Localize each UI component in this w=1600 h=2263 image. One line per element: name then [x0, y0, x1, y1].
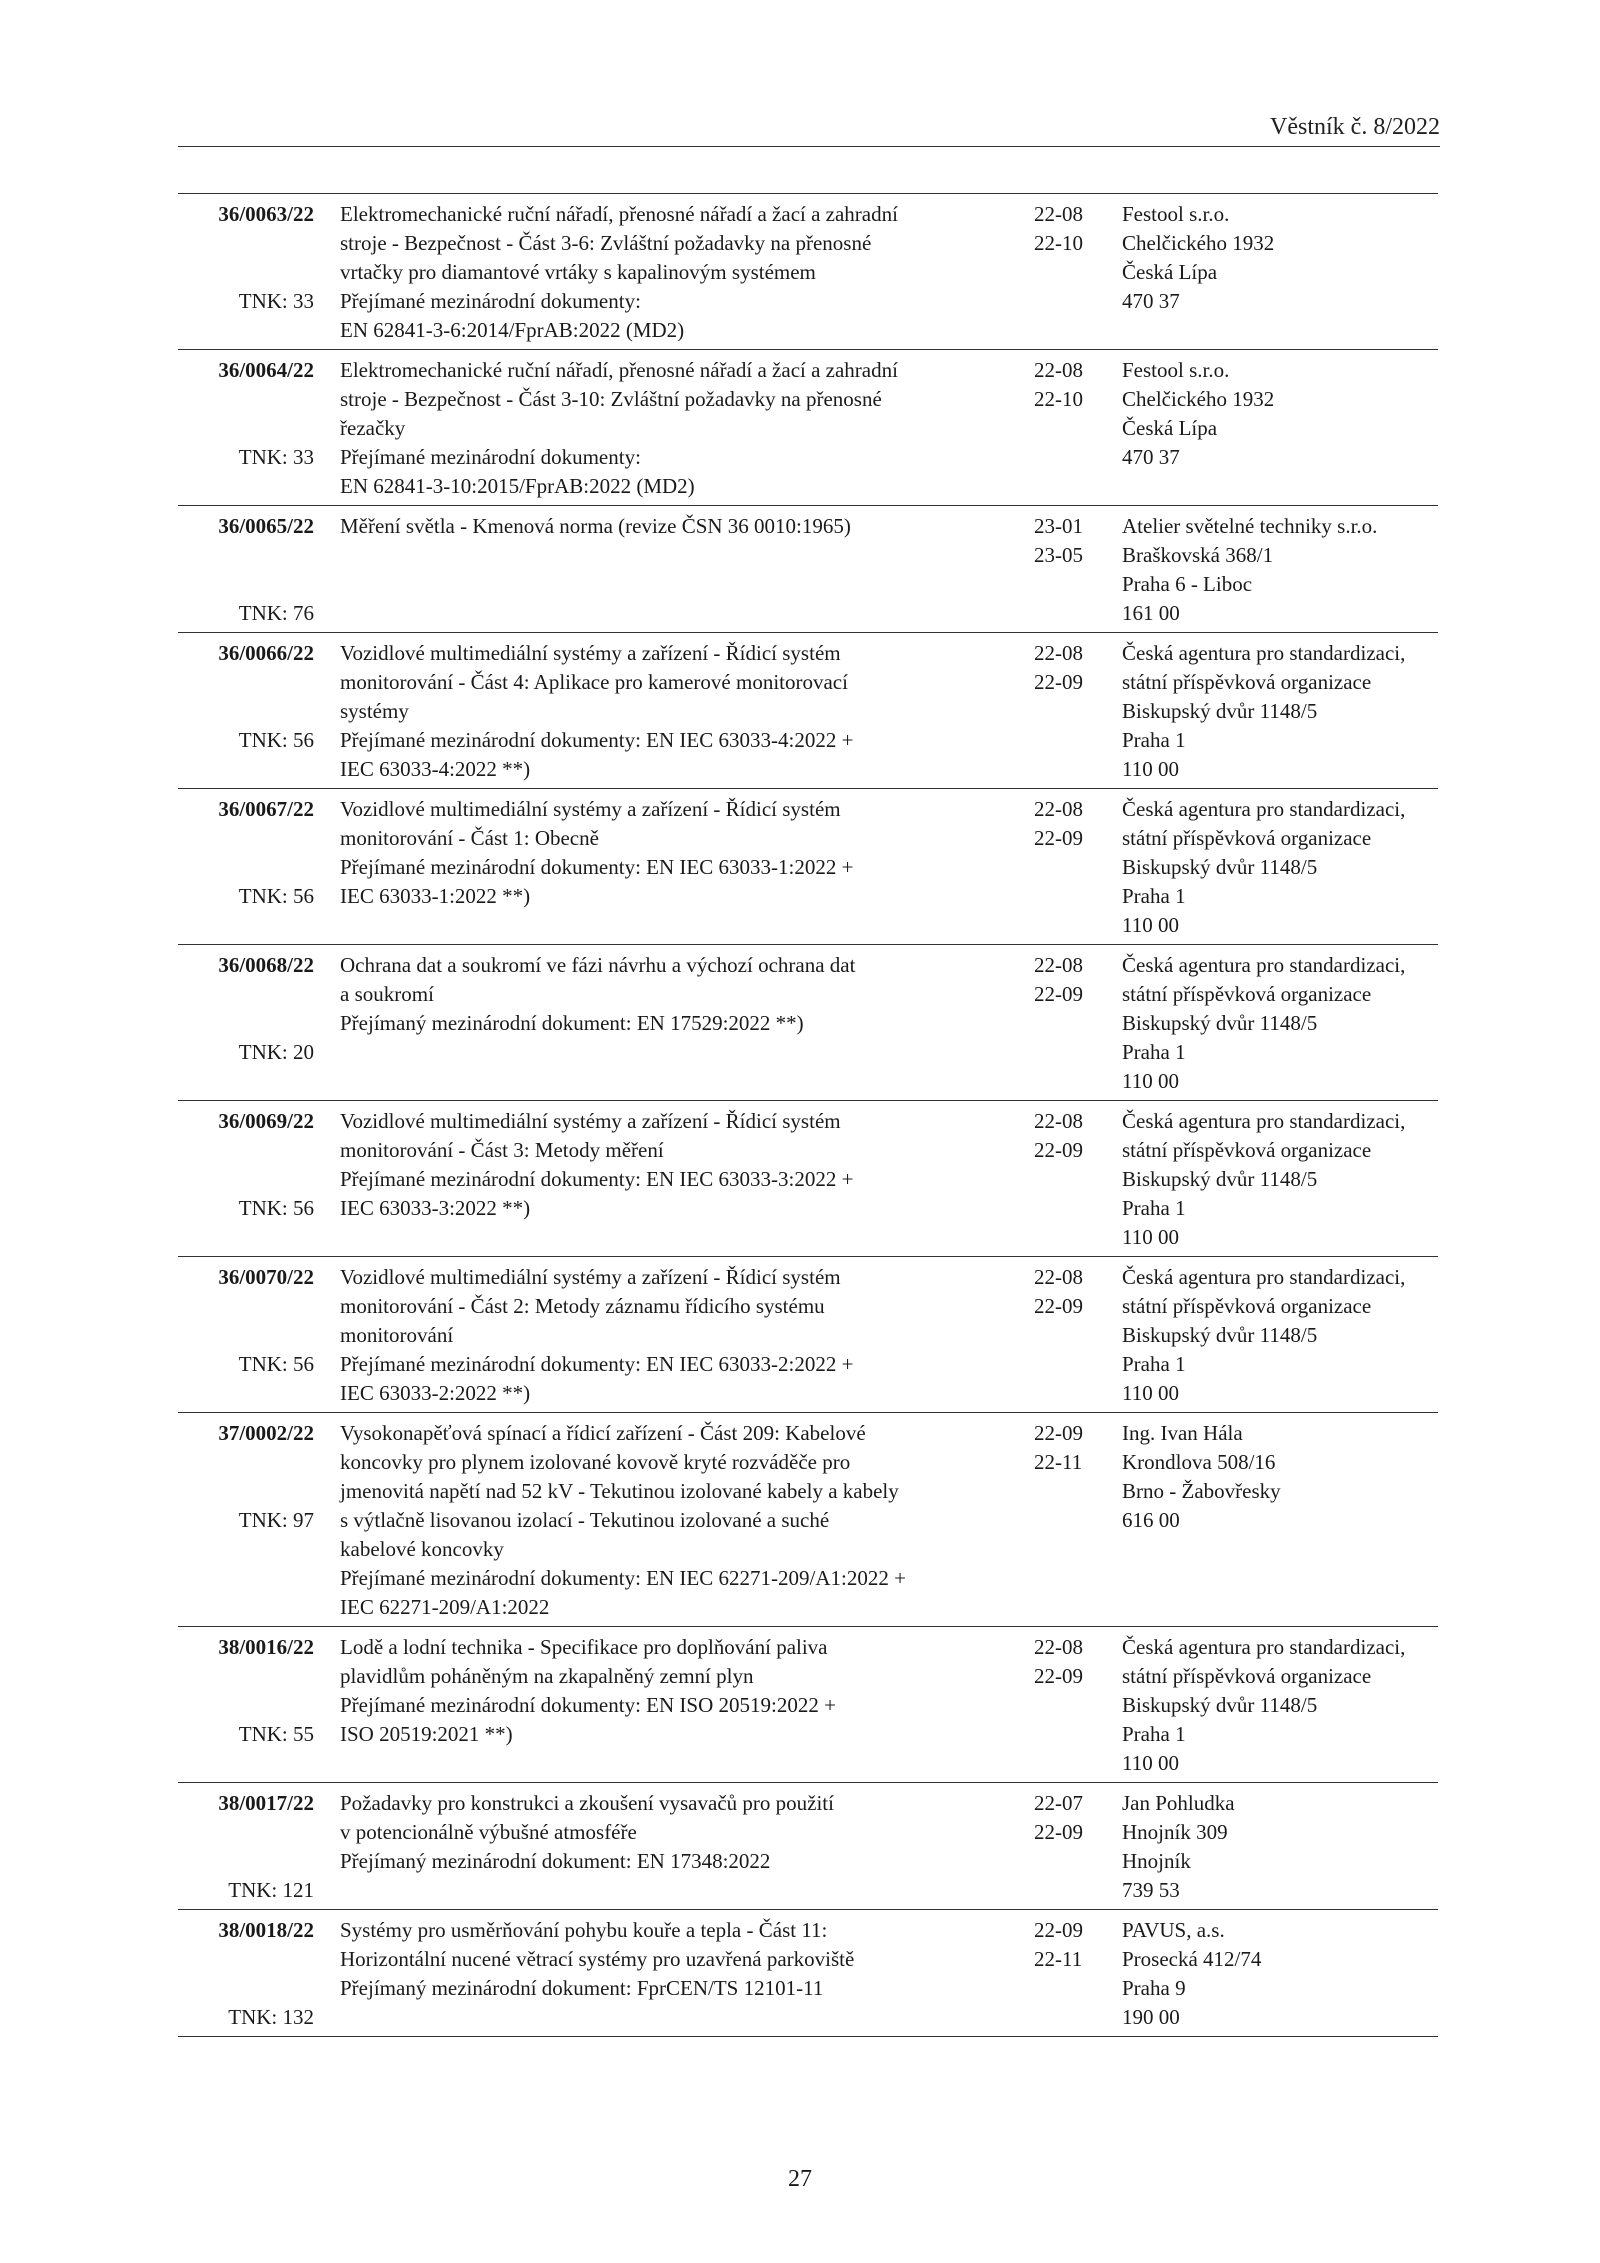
record-title-line: IEC 63033-3:2022 **)	[340, 1196, 531, 1220]
table-row	[178, 1413, 1438, 1627]
organization-line: Jan Pohludka	[1122, 1791, 1235, 1815]
record-title-line: plavidlům poháněným na zkapalněný zemní plyn	[340, 1664, 754, 1688]
organization-line: Biskupský dvůr 1148/5	[1122, 1323, 1318, 1347]
record-date: 22-09	[1034, 1294, 1083, 1318]
record-organization-cell	[1122, 1627, 1438, 1783]
record-dates-cell	[1034, 1101, 1122, 1257]
record-number: 36/0069/22	[218, 1109, 314, 1133]
record-id-cell	[178, 945, 340, 1101]
organization-line: Praha 1	[1122, 1040, 1186, 1064]
page-header	[178, 108, 1440, 147]
organization-line: 110 00	[1122, 1751, 1179, 1775]
record-date: 22-08	[1034, 358, 1083, 382]
record-date: 22-07	[1034, 1791, 1083, 1815]
organization-line: Česká agentura pro standardizaci,	[1122, 1265, 1406, 1289]
record-date: 22-08	[1034, 202, 1083, 226]
tnk-label: TNK: 33	[238, 445, 314, 469]
record-date: 22-10	[1034, 387, 1083, 411]
organization-line: Praha 1	[1122, 1196, 1186, 1220]
page-number: 27	[788, 2166, 812, 2192]
record-date: 22-08	[1034, 641, 1083, 665]
record-title-cell	[340, 789, 1034, 945]
record-title-line: stroje - Bezpečnost - Část 3-6: Zvláštní požadavky na přenosné	[340, 231, 872, 255]
record-title-line: Vysokonapěťová spínací a řídicí zařízení - Část 209: Kabelové	[340, 1421, 866, 1445]
record-number: 37/0002/22	[218, 1421, 314, 1445]
record-dates-cell	[1034, 945, 1122, 1101]
record-title-line: Přejímaný mezinárodní dokument: EN 17348:2022	[340, 1849, 771, 1873]
record-id-cell	[178, 350, 340, 506]
record-title-line: monitorování - Část 2: Metody záznamu řídicího systému	[340, 1294, 825, 1318]
standards-table	[178, 193, 1438, 2037]
table-row	[178, 1910, 1438, 2037]
record-title-line: Přejímané mezinárodní dokumenty: EN IEC 63033-4:2022 +	[340, 728, 854, 752]
table-row	[178, 945, 1438, 1101]
record-date: 22-11	[1034, 1947, 1083, 1971]
organization-line: Biskupský dvůr 1148/5	[1122, 1693, 1318, 1717]
record-date: 22-10	[1034, 231, 1083, 255]
record-number: 36/0068/22	[218, 953, 314, 977]
record-title-line: ISO 20519:2021 **)	[340, 1722, 513, 1746]
organization-line: 470 37	[1122, 445, 1180, 469]
organization-line: Festool s.r.o.	[1122, 358, 1230, 382]
record-title-cell	[340, 633, 1034, 789]
organization-line: 739 53	[1122, 1878, 1180, 1902]
tnk-label: TNK: 76	[238, 601, 314, 625]
record-number: 36/0066/22	[218, 641, 314, 665]
record-date: 22-09	[1034, 982, 1083, 1006]
organization-line: Praha 1	[1122, 884, 1186, 908]
record-id-cell	[178, 506, 340, 633]
record-title-line: Přejímané mezinárodní dokumenty: EN IEC 63033-2:2022 +	[340, 1352, 854, 1376]
record-title-line: systémy	[340, 699, 409, 723]
record-title-line: monitorování - Část 1: Obecně	[340, 826, 599, 850]
organization-line: Brno - Žabovřesky	[1122, 1479, 1281, 1503]
tnk-label: TNK: 56	[238, 1196, 314, 1220]
record-title-line: s výtlačně lisovanou izolací - Tekutinou izolované a suché	[340, 1508, 830, 1532]
record-title-cell	[340, 194, 1034, 350]
organization-line: Festool s.r.o.	[1122, 202, 1230, 226]
record-date: 22-09	[1034, 1664, 1083, 1688]
record-dates-cell	[1034, 633, 1122, 789]
record-title-line: Přejímané mezinárodní dokumenty: EN IEC 62271-209/A1:2022 +	[340, 1566, 906, 1590]
record-title-line: EN 62841-3-6:2014/FprAB:2022 (MD2)	[340, 318, 685, 342]
organization-line: Hnojník	[1122, 1849, 1191, 1873]
record-number: 36/0065/22	[218, 514, 314, 538]
table-row	[178, 1783, 1438, 1910]
record-title-line: monitorování - Část 3: Metody měření	[340, 1138, 664, 1162]
record-id-cell	[178, 1627, 340, 1783]
tnk-label: TNK: 20	[238, 1040, 314, 1064]
record-title-line: vrtačky pro diamantové vrtáky s kapalinovým systémem	[340, 260, 816, 284]
record-dates-cell	[1034, 789, 1122, 945]
record-title-line: Přejímané mezinárodní dokumenty: EN ISO 20519:2022 +	[340, 1693, 836, 1717]
organization-line: Braškovská 368/1	[1122, 543, 1274, 567]
table-row	[178, 506, 1438, 633]
record-id-cell	[178, 1257, 340, 1413]
tnk-label: TNK: 56	[238, 884, 314, 908]
organization-line: Česká Lípa	[1122, 260, 1218, 284]
record-title-cell	[340, 1627, 1034, 1783]
organization-line: 110 00	[1122, 1069, 1179, 1093]
record-title-line: Vozidlové multimediální systémy a zařízení - Řídicí systém	[340, 1265, 841, 1289]
tnk-label: TNK: 132	[228, 2005, 314, 2029]
record-title-line: Elektromechanické ruční nářadí, přenosné nářadí a žací a zahradní	[340, 358, 898, 382]
record-dates-cell	[1034, 1783, 1122, 1910]
record-number: 36/0063/22	[218, 202, 314, 226]
organization-line: Chelčického 1932	[1122, 231, 1275, 255]
record-title-line: koncovky pro plynem izolované kovově kryté rozváděče pro	[340, 1450, 851, 1474]
organization-line: Praha 1	[1122, 728, 1186, 752]
record-dates-cell	[1034, 194, 1122, 350]
organization-line: Atelier světelné techniky s.r.o.	[1122, 514, 1378, 538]
organization-line: 110 00	[1122, 1381, 1179, 1405]
record-title-cell	[340, 1101, 1034, 1257]
record-date: 22-08	[1034, 1109, 1083, 1133]
tnk-label: TNK: 56	[238, 728, 314, 752]
record-number: 38/0016/22	[218, 1635, 314, 1659]
record-date: 22-08	[1034, 953, 1083, 977]
record-title-line: IEC 63033-2:2022 **)	[340, 1381, 531, 1405]
organization-line: státní příspěvková organizace	[1122, 826, 1372, 850]
record-organization-cell	[1122, 506, 1438, 633]
record-title-line: a soukromí	[340, 982, 434, 1006]
record-title-cell	[340, 1413, 1034, 1627]
organization-line: 616 00	[1122, 1508, 1180, 1532]
organization-line: státní příspěvková organizace	[1122, 982, 1372, 1006]
tnk-label: TNK: 56	[238, 1352, 314, 1376]
organization-line: Česká agentura pro standardizaci,	[1122, 1635, 1406, 1659]
record-id-cell	[178, 1910, 340, 2037]
record-dates-cell	[1034, 506, 1122, 633]
record-date: 22-09	[1034, 1138, 1083, 1162]
table-row	[178, 1101, 1438, 1257]
record-date: 22-09	[1034, 1820, 1083, 1844]
record-title-line: EN 62841-3-10:2015/FprAB:2022 (MD2)	[340, 474, 695, 498]
record-date: 22-09	[1034, 670, 1083, 694]
record-organization-cell	[1122, 1910, 1438, 2037]
organization-line: PAVUS, a.s.	[1122, 1918, 1225, 1942]
record-title-line: IEC 63033-4:2022 **)	[340, 757, 531, 781]
organization-line: 470 37	[1122, 289, 1180, 313]
record-title-line: Přejímané mezinárodní dokumenty: EN IEC 63033-1:2022 +	[340, 855, 854, 879]
record-date: 22-08	[1034, 1635, 1083, 1659]
record-organization-cell	[1122, 1257, 1438, 1413]
record-title-line: IEC 63033-1:2022 **)	[340, 884, 531, 908]
record-title-line: Systémy pro usměrňování pohybu kouře a tepla - Část 11:	[340, 1918, 828, 1942]
table-row	[178, 1627, 1438, 1783]
organization-line: Biskupský dvůr 1148/5	[1122, 1011, 1318, 1035]
record-organization-cell	[1122, 350, 1438, 506]
organization-line: Česká agentura pro standardizaci,	[1122, 1109, 1406, 1133]
record-title-line: Přejímaný mezinárodní dokument: EN 17529:2022 **)	[340, 1011, 804, 1035]
organization-line: Česká Lípa	[1122, 416, 1218, 440]
record-title-line: Lodě a lodní technika - Specifikace pro doplňování paliva	[340, 1635, 828, 1659]
organization-line: 190 00	[1122, 2005, 1180, 2029]
record-title-line: stroje - Bezpečnost - Část 3-10: Zvláštní požadavky na přenosné	[340, 387, 882, 411]
record-title-line: jmenovitá napětí nad 52 kV - Tekutinou izolované kabely a kabely	[340, 1479, 899, 1503]
organization-line: státní příspěvková organizace	[1122, 1294, 1372, 1318]
organization-line: Krondlova 508/16	[1122, 1450, 1276, 1474]
record-title-cell	[340, 1783, 1034, 1910]
table-row	[178, 1257, 1438, 1413]
organization-line: Praha 1	[1122, 1722, 1186, 1746]
record-title-line: Vozidlové multimediální systémy a zařízení - Řídicí systém	[340, 641, 841, 665]
record-title-line: řezačky	[340, 416, 406, 440]
record-organization-cell	[1122, 1783, 1438, 1910]
record-date: 23-05	[1034, 543, 1083, 567]
record-date: 22-09	[1034, 1421, 1083, 1445]
table-row	[178, 633, 1438, 789]
record-organization-cell	[1122, 945, 1438, 1101]
organization-line: Praha 9	[1122, 1976, 1186, 2000]
record-date: 22-09	[1034, 1918, 1083, 1942]
record-organization-cell	[1122, 633, 1438, 789]
organization-line: Biskupský dvůr 1148/5	[1122, 699, 1318, 723]
table-row	[178, 350, 1438, 506]
table-row	[178, 789, 1438, 945]
record-title-line: IEC 62271-209/A1:2022	[340, 1595, 550, 1619]
record-dates-cell	[1034, 1627, 1122, 1783]
organization-line: Praha 1	[1122, 1352, 1186, 1376]
record-id-cell	[178, 633, 340, 789]
organization-line: 110 00	[1122, 913, 1179, 937]
record-title-line: Požadavky pro konstrukci a zkoušení vysavačů pro použití	[340, 1791, 834, 1815]
record-number: 36/0067/22	[218, 797, 314, 821]
record-organization-cell	[1122, 789, 1438, 945]
organization-line: 110 00	[1122, 1225, 1179, 1249]
bulletin-title: Věstník č. 8/2022	[1270, 114, 1440, 140]
tnk-label: TNK: 55	[238, 1722, 314, 1746]
record-id-cell	[178, 789, 340, 945]
record-organization-cell	[1122, 194, 1438, 350]
record-title-line: Ochrana dat a soukromí ve fázi návrhu a výchozí ochrana dat	[340, 953, 856, 977]
record-dates-cell	[1034, 1910, 1122, 2037]
tnk-label: TNK: 121	[228, 1878, 314, 1902]
record-title-line: Přejímané mezinárodní dokumenty:	[340, 445, 641, 469]
record-title-line: Přejímaný mezinárodní dokument: FprCEN/TS 12101-11	[340, 1976, 824, 2000]
record-date: 22-09	[1034, 826, 1083, 850]
organization-line: 161 00	[1122, 601, 1180, 625]
record-id-cell	[178, 194, 340, 350]
organization-line: státní příspěvková organizace	[1122, 1138, 1372, 1162]
record-title-cell	[340, 506, 1034, 633]
organization-line: Biskupský dvůr 1148/5	[1122, 1167, 1318, 1191]
record-id-cell	[178, 1101, 340, 1257]
record-date: 23-01	[1034, 514, 1083, 538]
tnk-label: TNK: 97	[238, 1508, 314, 1532]
record-title-cell	[340, 350, 1034, 506]
record-number: 36/0070/22	[218, 1265, 314, 1289]
organization-line: Česká agentura pro standardizaci,	[1122, 953, 1406, 977]
record-title-cell	[340, 1910, 1034, 2037]
record-dates-cell	[1034, 1257, 1122, 1413]
tnk-label: TNK: 33	[238, 289, 314, 313]
record-date: 22-11	[1034, 1450, 1083, 1474]
record-title-line: monitorování	[340, 1323, 454, 1347]
record-organization-cell	[1122, 1413, 1438, 1627]
record-title-cell	[340, 1257, 1034, 1413]
record-dates-cell	[1034, 1413, 1122, 1627]
record-title-line: Elektromechanické ruční nářadí, přenosné nářadí a žací a zahradní	[340, 202, 898, 226]
organization-line: Prosecká 412/74	[1122, 1947, 1262, 1971]
record-id-cell	[178, 1413, 340, 1627]
organization-line: Biskupský dvůr 1148/5	[1122, 855, 1318, 879]
organization-line: státní příspěvková organizace	[1122, 1664, 1372, 1688]
record-title-line: Přejímané mezinárodní dokumenty:	[340, 289, 641, 313]
organization-line: Praha 6 - Liboc	[1122, 572, 1253, 596]
record-title-line: kabelové koncovky	[340, 1537, 504, 1561]
record-title-cell	[340, 945, 1034, 1101]
record-number: 36/0064/22	[218, 358, 314, 382]
record-title-line: Horizontální nucené větrací systémy pro uzavřená parkoviště	[340, 1947, 855, 1971]
record-title-line: Vozidlové multimediální systémy a zařízení - Řídicí systém	[340, 1109, 841, 1133]
record-dates-cell	[1034, 350, 1122, 506]
record-title-line: Přejímané mezinárodní dokumenty: EN IEC 63033-3:2022 +	[340, 1167, 854, 1191]
table-row	[178, 194, 1438, 350]
record-date: 22-08	[1034, 797, 1083, 821]
record-date: 22-08	[1034, 1265, 1083, 1289]
record-title-line: monitorování - Část 4: Aplikace pro kamerové monitorovací	[340, 670, 848, 694]
organization-line: 110 00	[1122, 757, 1179, 781]
record-organization-cell	[1122, 1101, 1438, 1257]
organization-line: Hnojník 309	[1122, 1820, 1228, 1844]
record-number: 38/0018/22	[218, 1918, 314, 1942]
organization-line: Ing. Ivan Hála	[1122, 1421, 1243, 1445]
organization-line: Česká agentura pro standardizaci,	[1122, 641, 1406, 665]
record-title-line: Vozidlové multimediální systémy a zařízení - Řídicí systém	[340, 797, 841, 821]
record-number: 38/0017/22	[218, 1791, 314, 1815]
organization-line: Česká agentura pro standardizaci,	[1122, 797, 1406, 821]
record-id-cell	[178, 1783, 340, 1910]
organization-line: Chelčického 1932	[1122, 387, 1275, 411]
record-title-line: v potencionálně výbušné atmosféře	[340, 1820, 637, 1844]
organization-line: státní příspěvková organizace	[1122, 670, 1372, 694]
record-title-line: Měření světla - Kmenová norma (revize ČSN 36 0010:1965)	[340, 514, 851, 538]
